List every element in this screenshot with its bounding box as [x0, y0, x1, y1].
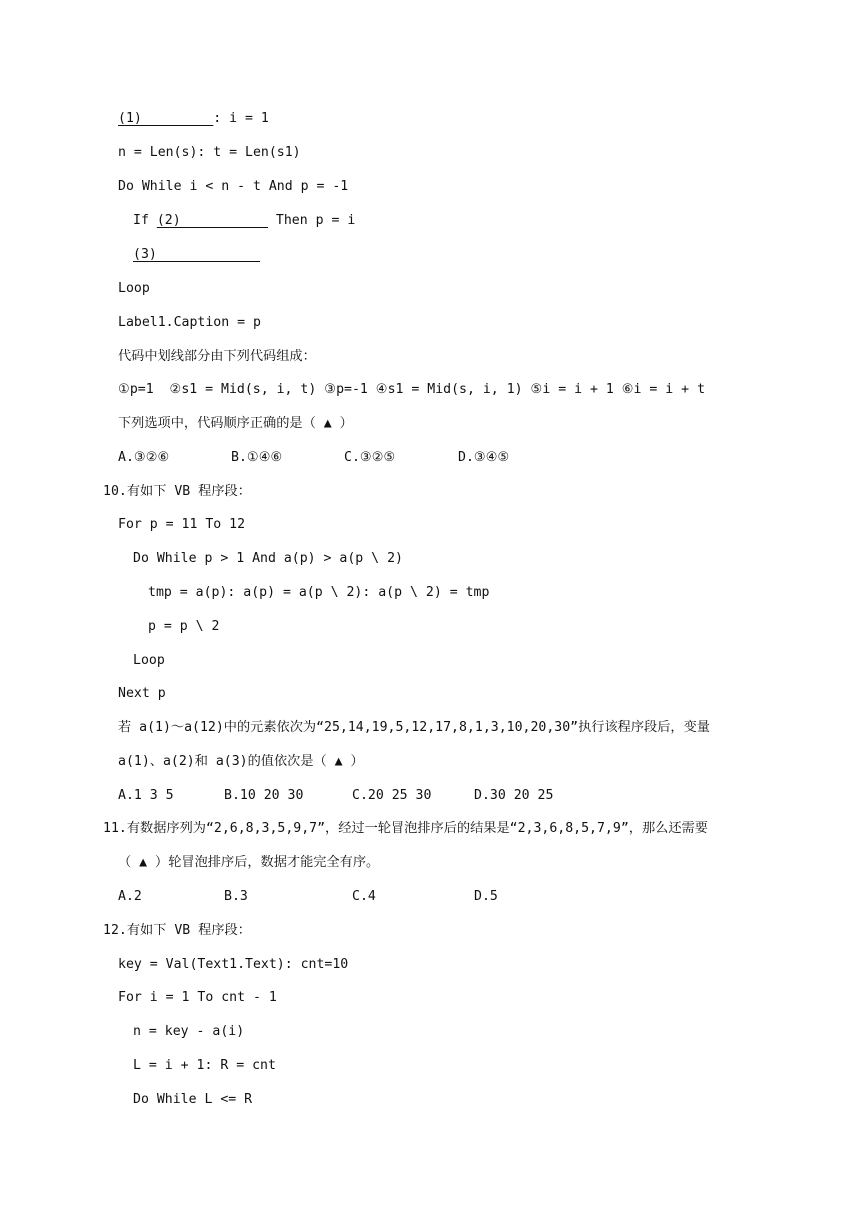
- q12-code-line: L = i + 1: R = cnt: [133, 1058, 276, 1073]
- q11-option-c: C.4: [352, 889, 376, 904]
- code-line-3: Do While i < n - t And p = -1: [118, 179, 349, 194]
- q9-option-d: D.③④⑤: [458, 450, 510, 465]
- q10-code-line: For p = 11 To 12: [118, 517, 246, 532]
- code-line-7: Label1.Caption = p: [118, 315, 261, 330]
- q10-code-line: p = p \ 2: [148, 619, 220, 634]
- q10-desc-1: 若 a(1)～a(12)中的元素依次为“25,14,19,5,12,17,8,1,3,10,20,30”执行该程序段后，变量: [118, 720, 710, 735]
- code-line-1: [118, 110, 269, 128]
- q11-option-d: D.5: [474, 889, 498, 904]
- q9-prompt: 下列选项中，代码顺序正确的是（ ▲ ）: [118, 416, 353, 431]
- blank-2: (2): [156, 213, 268, 228]
- q11-option-a: A.2: [118, 889, 142, 904]
- q12-code-line: key = Val(Text1.Text): cnt=10: [118, 957, 349, 972]
- q11-line-1: 11.有数据序列为“2,6,8,3,5,9,7”，经过一轮冒泡排序后的结果是“2,3,6,8,5,7,9”，那么还需要: [103, 821, 708, 836]
- blank-1: (1): [118, 111, 214, 126]
- blank-3: (3): [133, 247, 261, 262]
- q11-line-2: （ ▲ ）轮冒泡排序后，数据才能完全有序。: [118, 855, 380, 870]
- code-text: If: [133, 213, 157, 228]
- code-line-5: [133, 246, 260, 264]
- q12-code-line: For i = 1 To cnt - 1: [118, 990, 277, 1005]
- code-text: : i = 1: [213, 111, 269, 126]
- q10-title: 10.有如下 VB 程序段：: [103, 484, 251, 499]
- q10-code-line: tmp = a(p): a(p) = a(p \ 2): a(p \ 2) = tmp: [148, 585, 490, 600]
- q10-option-d: D.30 20 25: [474, 788, 554, 803]
- code-line-4: [133, 212, 355, 230]
- code-line-2: n = Len(s): t = Len(s1): [118, 145, 301, 160]
- q12-code-line: n = key - a(i): [133, 1024, 245, 1039]
- code-line-6: Loop: [118, 281, 150, 296]
- q10-desc-2: a(1)、a(2)和 a(3)的值依次是（ ▲ ）: [118, 754, 364, 769]
- q9-option-c: C.③②⑤: [344, 450, 396, 465]
- q11-option-b: B.3: [224, 889, 248, 904]
- q10-option-b: B.10 20 30: [224, 788, 304, 803]
- q9-fragments: ①p=1 ②s1 = Mid(s, i, t) ③p=-1 ④s1 = Mid(s, i, 1) ⑤i = i + 1 ⑥i = i + t: [118, 382, 706, 397]
- q9-option-a: A.③②⑥: [118, 450, 170, 465]
- q12-title: 12.有如下 VB 程序段：: [103, 923, 251, 938]
- code-text: Then p = i: [267, 213, 356, 228]
- q9-intro: 代码中划线部分由下列代码组成：: [118, 349, 316, 364]
- q10-code-line: Next p: [118, 686, 166, 701]
- q12-code-line: Do While L <= R: [133, 1092, 253, 1107]
- q10-option-c: C.20 25 30: [352, 788, 432, 803]
- q10-code-line: Loop: [133, 653, 165, 668]
- q10-option-a: A.1 3 5: [118, 788, 174, 803]
- q10-code-line: Do While p > 1 And a(p) > a(p \ 2): [133, 551, 403, 566]
- q9-option-b: B.①④⑥: [231, 450, 283, 465]
